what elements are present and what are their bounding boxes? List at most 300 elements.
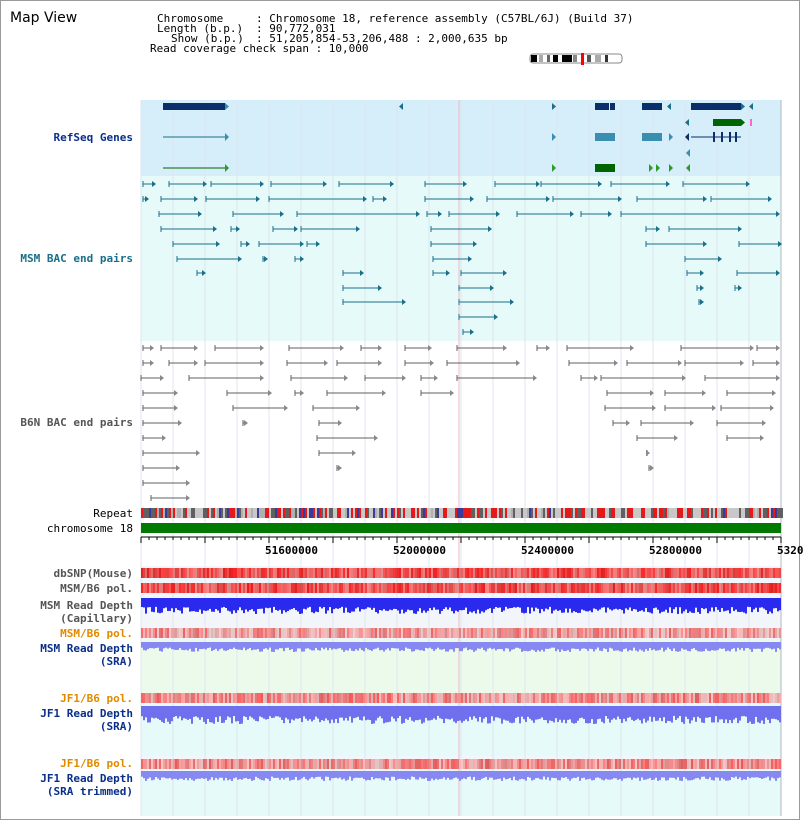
jf1-b6-pol-density [737,693,739,703]
dbsnp-density [149,568,151,578]
msm-b6-pol-density [175,583,177,593]
jf1-sra-depth [325,706,327,718]
msm-capillary-depth [185,598,187,608]
dbsnp-density [217,568,219,578]
dbsnp-density [147,568,149,578]
msm-b6-pol-sra-density [231,628,233,638]
dbsnp-density [555,568,557,578]
jf1-b6-pol-density [157,693,159,703]
dbsnp-density [365,568,367,578]
msm-sra-depth [307,642,309,648]
jf1-sra-depth [679,706,681,716]
jf1-trim-depth [713,771,715,781]
dbsnp-density [715,568,717,578]
jf1-b6-pol-density [511,693,513,703]
jf1-sra-depth [511,706,513,723]
jf1-trim-depth [637,771,639,778]
dbsnp-density [679,568,681,578]
msm-b6-pol-sra-density [267,628,269,638]
jf1-trim-depth [747,771,749,777]
jf1-sra-depth [289,706,291,723]
msm-b6-pol-sra-density [769,628,771,638]
jf1-trim-depth [379,771,381,778]
jf1-trim-depth [671,771,673,778]
jf1-b6-pol-density [285,693,287,703]
msm-capillary-depth [711,598,713,607]
msm-b6-pol-sra-density [357,628,359,638]
repeat-element [467,508,471,518]
msm-b6-pol-density [777,583,779,593]
msm-b6-pol-sra-density [699,628,701,638]
msm-capillary-depth [651,598,653,613]
jf1-b6-pol-density [203,693,205,703]
jf1-trim-depth [247,771,249,779]
jf1-sra-depth [613,706,615,718]
dbsnp-density [557,568,559,578]
track-label-jf1-b6-pol-trim[interactable]: JF1/B6 pol. [60,757,133,770]
jf1-b6-pol-density [323,693,325,703]
msm-b6-pol-density [377,583,379,593]
dbsnp-density [183,568,185,578]
track-label-b6n-bac[interactable]: B6N BAC end pairs [20,416,133,429]
dbsnp-density [387,568,389,578]
msm-capillary-depth [615,598,617,609]
jf1-b6-pol-density [719,693,721,703]
msm-sra-depth [499,642,501,649]
msm-capillary-depth [617,598,619,610]
jf1-trim-depth [563,771,565,778]
repeat-element [219,508,221,518]
jf1-b6-pol-density [209,693,211,703]
msm-capillary-depth [313,598,315,613]
repeat-element [277,508,281,518]
msm-capillary-depth [305,598,307,609]
msm-capillary-depth [337,598,339,609]
msm-capillary-depth [407,598,409,610]
msm-b6-pol-density [177,583,179,593]
jf1-sra-depth [529,706,531,719]
repeat-element [339,508,341,518]
jf1-trim-depth [299,771,301,780]
dbsnp-density [507,568,509,578]
dbsnp-density [621,568,623,578]
jf1-trim-depth [303,771,305,777]
track-label-jf1-depth-sra[interactable] [40,707,133,733]
msm-sra-depth [369,642,371,650]
msm-b6-pol-sra-density [437,628,439,638]
msm-b6-pol-density [679,583,681,593]
msm-b6-pol-sra-density [351,628,353,638]
track-label-msm-b6-pol-sra[interactable]: MSM/B6 pol. [60,627,133,640]
jf1-trim-depth [365,771,367,780]
track-label-dbsnp[interactable]: dbSNP(Mouse) [53,567,133,580]
msm-sra-depth [659,642,661,650]
msm-b6-pol-density [343,583,345,593]
jf1-b6-pol-density [289,693,291,703]
jf1-b6-pol-trim-density [507,759,509,769]
jf1-sra-depth [445,706,447,719]
msm-sra-depth [445,642,447,651]
chromosome-bar [141,523,781,533]
msm-b6-pol-sra-density [725,628,727,638]
msm-b6-pol-sra-density [549,628,551,638]
msm-sra-depth [751,642,753,652]
msm-capillary-depth [499,598,501,607]
jf1-b6-pol-trim-density [477,759,479,769]
msm-sra-depth [687,642,689,651]
jf1-b6-pol-trim-density [363,759,365,769]
jf1-sra-depth [633,706,635,721]
msm-capillary-depth [737,598,739,612]
msm-b6-pol-density [183,583,185,593]
dbsnp-density [233,568,235,578]
msm-b6-pol-sra-density [325,628,327,638]
repeat-element [773,508,775,518]
repeat-element [531,508,533,518]
jf1-trim-depth [707,771,709,779]
jf1-sra-depth [147,706,149,722]
msm-capillary-depth [229,598,231,611]
jf1-b6-pol-density [735,693,737,703]
msm-b6-pol-density [757,583,759,593]
jf1-trim-depth [673,771,675,778]
repeat-element [591,508,593,518]
msm-b6-pol-density [321,583,323,593]
msm-b6-pol-density [683,583,685,593]
msm-b6-pol-sra-density [439,628,441,638]
msm-capillary-depth [503,598,505,611]
msm-capillary-depth [209,598,211,609]
msm-b6-pol-sra-density [623,628,625,638]
jf1-sra-depth [419,706,421,720]
repeat-element [161,508,163,518]
track-label-msm-depth-capillary[interactable] [40,599,133,625]
repeat-element [163,508,165,518]
msm-b6-pol-density [389,583,391,593]
msm-capillary-depth [505,598,507,607]
dbsnp-density [449,568,451,578]
msm-b6-pol-density [163,583,165,593]
jf1-b6-pol-trim-density [353,759,355,769]
msm-b6-pol-density [671,583,673,593]
msm-b6-pol-sra-density [217,628,219,638]
jf1-sra-depth [205,706,207,724]
msm-b6-pol-sra-density [607,628,609,638]
jf1-b6-pol-trim-density [723,759,725,769]
msm-capillary-depth [373,598,375,608]
jf1-b6-pol-trim-density [277,759,279,769]
msm-capillary-depth [513,598,515,607]
msm-capillary-depth [141,598,143,607]
msm-sra-depth [161,642,163,652]
msm-b6-pol-density [553,583,555,593]
track-label-jf1-depth-trimmed[interactable] [40,772,133,798]
jf1-sra-depth [315,706,317,717]
jf1-b6-pol-density [729,693,731,703]
msm-sra-depth [365,642,367,648]
dbsnp-density [249,568,251,578]
msm-sra-depth [463,642,465,648]
jf1-b6-pol-trim-density [543,759,545,769]
repeat-element [319,508,321,518]
msm-capillary-depth [273,598,275,607]
track-label-msm-bac[interactable]: MSM BAC end pairs [20,252,133,265]
jf1-trim-depth [401,771,403,779]
jf1-sra-depth [437,706,439,716]
jf1-trim-depth [539,771,541,779]
msm-b6-pol-density [249,583,251,593]
msm-capillary-depth [613,598,615,609]
dbsnp-density [513,568,515,578]
jf1-b6-pol-trim-density [379,759,381,769]
msm-capillary-depth [605,598,607,613]
dbsnp-density [339,568,341,578]
msm-sra-depth [625,642,627,648]
msm-capillary-depth [411,598,413,610]
msm-capillary-depth [251,598,253,609]
dbsnp-density [531,568,533,578]
dbsnp-density [447,568,449,578]
msm-capillary-depth [243,598,245,613]
msm-sra-depth [423,642,425,651]
msm-capillary-depth [559,598,561,610]
dbsnp-density [659,568,661,578]
msm-capillary-depth [311,598,313,612]
jf1-trim-depth [265,771,267,778]
msm-b6-pol-sra-density [203,628,205,638]
jf1-sra-depth [767,706,769,720]
msm-sra-depth [683,642,685,650]
msm-b6-pol-sra-density [169,628,171,638]
track-label-msm-depth-sra[interactable] [40,642,133,668]
msm-sra-depth [187,642,189,650]
jf1-b6-pol-density [431,693,433,703]
jf1-trim-depth [293,771,295,780]
dbsnp-density [325,568,327,578]
msm-b6-pol-sra-density [401,628,403,638]
jf1-sra-depth [627,706,629,718]
jf1-trim-depth [527,771,529,777]
jf1-sra-depth [353,706,355,718]
msm-b6-pol-density [697,583,699,593]
jf1-b6-pol-density [703,693,705,703]
jf1-b6-pol-trim-density [613,759,615,769]
msm-b6-pol-sra-density [495,628,497,638]
jf1-b6-pol-trim-density [447,759,449,769]
jf1-trim-depth [669,771,671,778]
dbsnp-density [251,568,253,578]
msm-b6-pol-density [565,583,567,593]
jf1-b6-pol-density [761,693,763,703]
jf1-b6-pol-trim-density [539,759,541,769]
jf1-sra-depth [317,706,319,719]
jf1-b6-pol-density [455,693,457,703]
jf1-b6-pol-trim-density [515,759,517,769]
msm-b6-pol-density [141,583,143,593]
jf1-trim-depth [333,771,335,778]
repeat-element [275,508,277,518]
jf1-sra-depth [481,706,483,722]
msm-b6-pol-sra-density [327,628,329,638]
msm-capillary-depth [485,598,487,610]
jf1-sra-depth [569,706,571,719]
msm-capillary-depth [475,598,477,614]
msm-b6-pol-density [703,583,705,593]
jf1-trim-depth [361,771,363,778]
dbsnp-density [259,568,261,578]
msm-b6-pol-sra-density [349,628,351,638]
jf1-trim-depth [465,771,467,779]
dbsnp-density [643,568,645,578]
jf1-b6-pol-density [409,693,411,703]
jf1-b6-pol-density [711,693,713,703]
jf1-sra-depth [675,706,677,720]
msm-b6-pol-density [279,583,281,593]
jf1-sra-depth [681,706,683,722]
dbsnp-density [271,568,273,578]
msm-b6-pol-density [265,583,267,593]
msm-b6-pol-sra-density [171,628,173,638]
jf1-sra-depth [549,706,551,721]
repeat-element [581,508,583,518]
msm-capillary-depth [233,598,235,610]
jf1-sra-depth [217,706,219,722]
msm-sra-depth [373,642,375,649]
jf1-trim-depth [387,771,389,778]
msm-b6-pol-density [149,583,151,593]
msm-b6-pol-density [519,583,521,593]
jf1-trim-depth [279,771,281,780]
msm-capillary-depth [565,598,567,609]
msm-b6-pol-density [153,583,155,593]
jf1-b6-pol-trim-density [495,759,497,769]
msm-capillary-depth [403,598,405,613]
msm-capillary-depth [259,598,261,609]
jf1-trim-depth [225,771,227,778]
msm-b6-pol-density [305,583,307,593]
jf1-b6-pol-density [565,693,567,703]
msm-b6-pol-sra-density [189,628,191,638]
dbsnp-density [229,568,231,578]
msm-b6-pol-density [441,583,443,593]
msm-b6-pol-density [645,583,647,593]
dbsnp-density [613,568,615,578]
jf1-b6-pol-trim-density [671,759,673,769]
jf1-trim-depth [475,771,477,781]
msm-sra-depth [361,642,363,650]
track-label-jf1-b6-pol[interactable]: JF1/B6 pol. [60,692,133,705]
dbsnp-density [157,568,159,578]
msm-sra-depth [569,642,571,652]
msm-sra-depth [747,642,749,648]
jf1-b6-pol-trim-density [689,759,691,769]
jf1-b6-pol-density [359,693,361,703]
dbsnp-density [441,568,443,578]
jf1-sra-depth [759,706,761,723]
jf1-b6-pol-density [459,693,461,703]
jf1-b6-pol-trim-density [615,759,617,769]
track-label-refseq[interactable]: RefSeq Genes [53,131,133,144]
repeat-element [543,508,545,518]
dbsnp-density [333,568,335,578]
dbsnp-density [187,568,189,578]
jf1-b6-pol-density [557,693,559,703]
msm-b6-pol-sra-density [547,628,549,638]
msm-capillary-depth [663,598,665,612]
repeat-element [653,508,655,518]
msm-capillary-depth [267,598,269,608]
jf1-b6-pol-density [395,693,397,703]
dbsnp-density [267,568,269,578]
jf1-b6-pol-trim-density [621,759,623,769]
msm-capillary-depth [227,598,229,611]
jf1-b6-pol-density [401,693,403,703]
jf1-b6-pol-density [271,693,273,703]
jf1-sra-depth [267,706,269,719]
track-label-msm-b6-pol[interactable]: MSM/B6 pol. [60,582,133,595]
msm-b6-pol-sra-density [503,628,505,638]
msm-b6-pol-sra-density [317,628,319,638]
msm-sra-depth [591,642,593,649]
dbsnp-density [673,568,675,578]
msm-b6-pol-density [293,583,295,593]
msm-b6-pol-density [453,583,455,593]
msm-capillary-depth [317,598,319,612]
msm-sra-depth [163,642,165,648]
dbsnp-density [645,568,647,578]
jf1-b6-pol-density [261,693,263,703]
jf1-b6-pol-trim-density [341,759,343,769]
msm-b6-pol-sra-density [359,628,361,638]
dbsnp-density [641,568,643,578]
msm-sra-depth [235,642,237,649]
dbsnp-density [289,568,291,578]
jf1-sra-depth [779,706,781,722]
msm-b6-pol-density [193,583,195,593]
jf1-trim-depth [651,771,653,780]
jf1-b6-pol-density [355,693,357,703]
msm-sra-depth [281,642,283,648]
jf1-b6-pol-density [279,693,281,703]
msm-b6-pol-sra-density [247,628,249,638]
dbsnp-density [733,568,735,578]
jf1-b6-pol-density [435,693,437,703]
jf1-b6-pol-trim-density [391,759,393,769]
msm-b6-pol-density [429,583,431,593]
jf1-sra-depth [631,706,633,720]
repeat-element [667,508,669,518]
repeat-element [499,508,501,518]
msm-b6-pol-density [653,583,655,593]
jf1-sra-depth [323,706,325,721]
msm-b6-pol-density [213,583,215,593]
msm-sra-depth [407,642,409,649]
repeat-element [561,508,563,518]
jf1-b6-pol-trim-density [565,759,567,769]
jf1-sra-depth [375,706,377,720]
msm-b6-pol-density [765,583,767,593]
jf1-b6-pol-trim-density [569,759,571,769]
msm-capillary-depth [147,598,149,607]
msm-capillary-depth [357,598,359,607]
repeat-element [329,508,333,518]
dbsnp-density [323,568,325,578]
dbsnp-density [535,568,537,578]
jf1-sra-depth [387,706,389,722]
msm-b6-pol-density [421,583,423,593]
jf1-trim-depth [489,771,491,778]
jf1-trim-depth [353,771,355,778]
